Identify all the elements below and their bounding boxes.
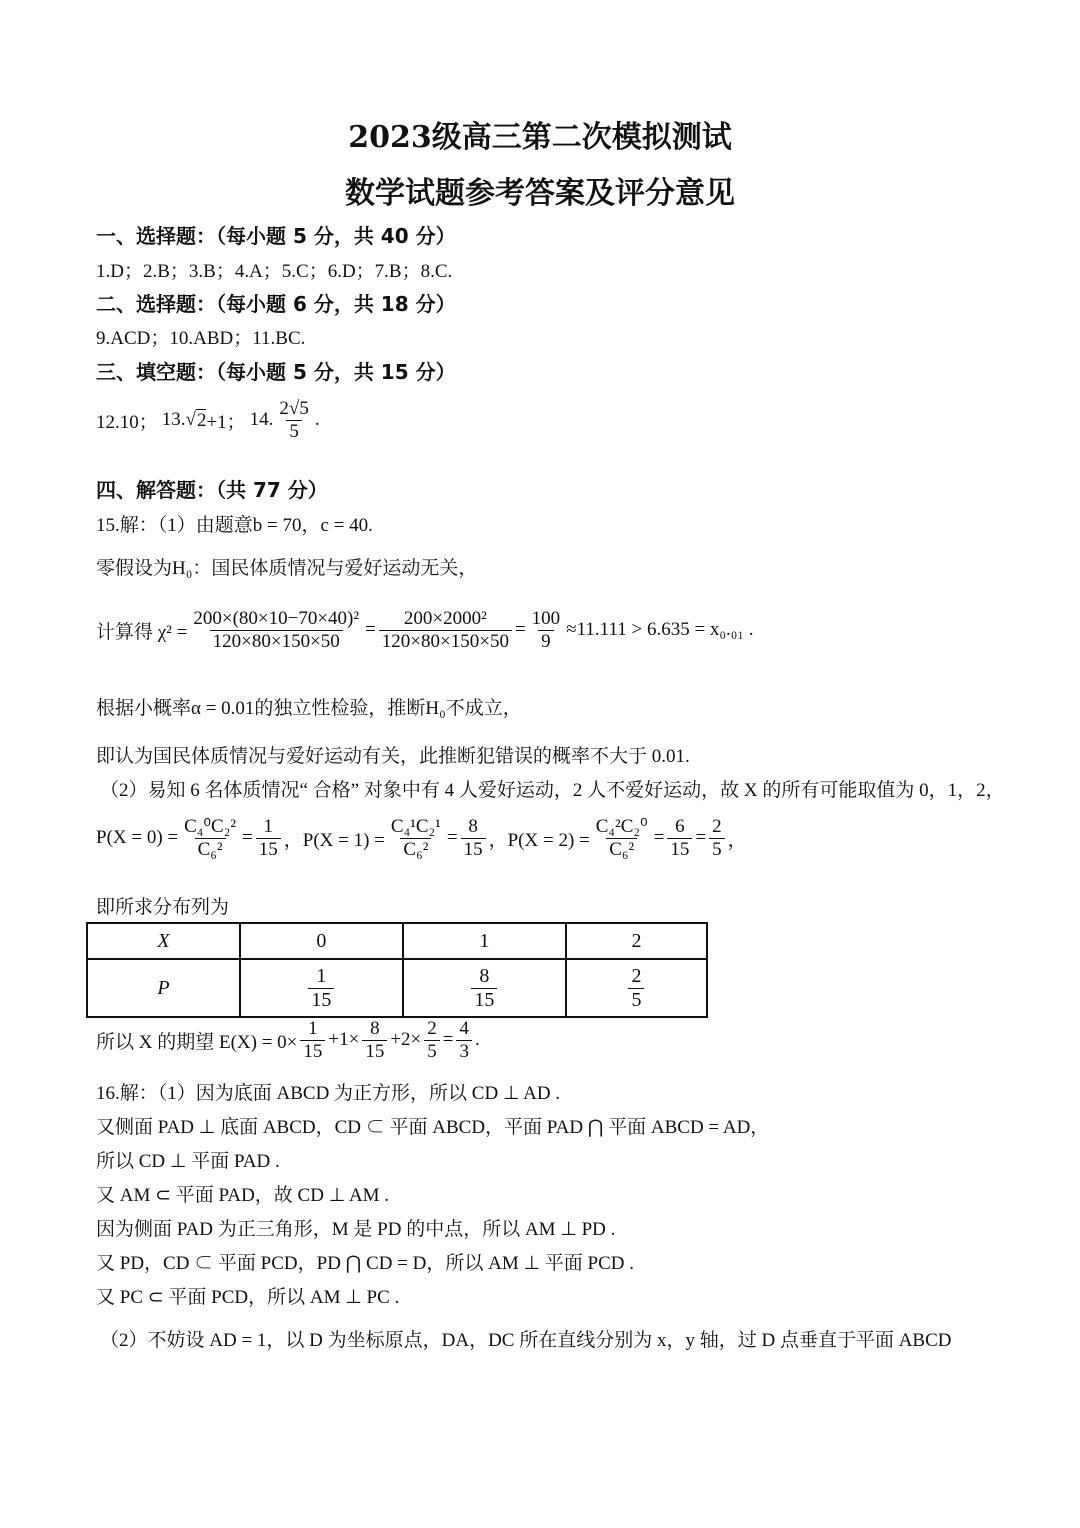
fraction-numerator: 1 [316,964,327,987]
page-title: 2023级高三第二次模拟测试 [348,120,732,155]
period: . [314,409,320,431]
cell-fraction [471,965,497,1012]
fraction-denominator: 5 [628,988,644,1012]
table-cell: 1 [403,923,566,959]
fraction-numerator: 4 [459,1018,469,1039]
q15-null-hypothesis: 零假设为H₀：国民体质情况与爱好运动无关， [96,558,478,579]
fraction-numerator: 2√5 [279,398,309,419]
q16-line-5: 因为侧面 PAD 为正三角形，M 是 PD 的中点，所以 AM ⊥ PD . [96,1219,616,1240]
page-subtitle: 数学试题参考答案及评分意见 [345,176,735,211]
table-cell [403,959,566,1017]
answer-13-prefix: 13. [161,409,186,431]
q16-part2: （2）不妨设 AD = 1，以 D 为坐标原点，DA，DC 所在直线分别为 x，y 轴，过 D 点垂直于平面 ABCD [100,1330,952,1351]
section1-heading: 一、选择题：（每小题 5 分，共 40 分） [96,224,456,248]
fraction-denominator: C₆² [606,838,637,861]
exp-fraction [424,1018,440,1063]
answer-12: 12.10； [96,411,158,433]
exp-fraction [362,1018,387,1063]
q15-conclusion-1: 根据小概率α = 0.01的独立性检验，推断H₀不成立， [96,698,522,719]
fraction-numerator: 100 [531,608,561,629]
section1-answers: 1.D；2.B；3.B；4.A；5.C；6.D；7.B；8.C. [96,261,453,282]
table-cell: 2 [566,923,707,959]
equals-sign: = [653,827,665,849]
fraction-denominator: 5 [286,420,302,443]
fraction-denominator: 9 [538,630,554,653]
fraction-denominator: 15 [300,1040,325,1063]
p1-value-fraction [461,816,486,861]
section3-heading: 三、填空题：（每小题 5 分，共 15 分） [96,360,456,384]
q15-probabilities [96,816,747,861]
q16-line-7: 又 PC ⊂ 平面 PCD，所以 AM ⊥ PC . [96,1287,400,1308]
answer-14-prefix: 14. [249,409,274,431]
fraction-numerator: 2 [712,816,722,837]
fraction-denominator: 120×80×150×50 [210,630,343,653]
q16-line-2: 又侧面 PAD ⊥ 底面 ABCD，CD ⊂ 平面 ABCD，平面 PAD ⋂ 平面 ABCD = AD， [96,1117,770,1138]
fraction-numerator: 1 [263,816,274,837]
q15-part1: 15.解：（1）由题意b = 70，c = 40. [96,515,373,536]
q15-distribution-intro: 即所求分布列为 [96,897,230,918]
q16-line-4: 又 AM ⊂ 平面 PAD，故 CD ⊥ AM . [96,1185,390,1206]
p2-lhs: ，P(X = 2) = [488,829,590,851]
exp-result-fraction [456,1018,472,1063]
p0-comb-fraction [181,816,239,861]
fraction-denominator: C₆² [400,838,431,861]
fraction-numerator: C₄⁰C₂² [184,816,237,837]
equals-sign: = [514,619,526,641]
fraction-numerator: 8 [479,964,490,987]
period: . [474,1029,480,1051]
equals-sign: = [242,827,253,849]
fraction-denominator: 15 [461,838,486,861]
exp-fraction [300,1018,325,1063]
equals-sign: = [365,619,376,641]
section3-answers [96,398,320,443]
fraction-numerator: 2 [427,1018,437,1039]
table-cell: 0 [240,923,403,959]
q15-conclusion-2: 即认为国民体质情况与爱好运动有关，此推断犯错误的概率不大于 0.01. [96,746,690,767]
fraction-denominator: 15 [471,988,497,1012]
p0-lhs: P(X = 0) = [96,827,179,849]
equals-sign: = [695,827,707,849]
equals-sign: = [446,827,458,849]
fraction-numerator: C₄¹C₂¹ [390,816,441,837]
fraction-numerator: 200×2000² [403,608,487,629]
p2-simplified-fraction [709,816,725,861]
fraction-denominator: 5 [424,1040,440,1063]
table-cell [566,959,707,1017]
fraction-numerator: 200×(80×10−70×40)² [193,608,360,629]
q16-line-1: 16.解：（1）因为底面 ABCD 为正方形，所以 CD ⊥ AD . [96,1083,561,1104]
fraction-numerator: 2 [631,964,642,987]
cell-fraction [628,965,644,1012]
p1-lhs: ，P(X = 1) = [283,829,385,851]
formula-fraction-3 [529,608,564,653]
sqrt-icon: √ [185,409,196,431]
fraction-denominator: 15 [362,1040,387,1063]
table-cell [240,959,403,1017]
expectation-term: +2× [390,1029,422,1051]
q15-expectation [96,1018,480,1063]
section2-answers: 9.ACD；10.ABD；11.BC. [96,328,306,349]
p2-value-fraction [667,816,692,861]
fraction-denominator: 15 [256,838,281,861]
fraction-numerator: 8 [468,816,478,837]
expectation-prefix: 所以 X 的期望 E(X) = 0× [96,1031,298,1053]
section2-heading: 二、选择题：（每小题 6 分，共 18 分） [96,292,456,316]
section4-heading: 四、解答题：（共 77 分） [96,478,328,502]
table-row [87,959,707,1017]
formula-fraction-1 [190,608,362,653]
q16-line-3: 所以 CD ⊥ 平面 PAD . [96,1151,280,1172]
answer-13-suffix: +1； [206,411,246,433]
q15-chi-square-formula [96,608,754,653]
p2-comb-fraction [593,816,651,861]
answer-14-fraction [276,398,311,443]
cell-fraction [308,965,334,1012]
fraction-numerator: 8 [370,1018,380,1039]
fraction-denominator: 15 [308,988,334,1012]
formula-fraction-2 [379,608,512,653]
p0-value-fraction [256,816,281,861]
equals-sign: = [442,1029,454,1051]
q16-line-6: 又 PD，CD ⊂ 平面 PCD，PD ⋂ CD = D，所以 AM ⊥ 平面 PCD . [96,1253,634,1274]
fraction-numerator: 1 [308,1018,318,1039]
expectation-term: +1× [328,1029,360,1051]
comma: ， [727,829,747,851]
fraction-numerator: 6 [675,816,685,837]
fraction-denominator: 3 [456,1040,472,1063]
formula-tail: ≈11.111 > 6.635 = x₀.₀₁ . [566,619,754,641]
fraction-denominator: 5 [709,838,725,861]
formula-prefix: 计算得 χ² = [96,621,188,643]
table-cell: X [87,923,240,959]
table-header-row [87,923,707,959]
distribution-table [86,922,708,1018]
fraction-denominator: C₆² [195,838,226,861]
fraction-numerator: C₄²C₂⁰ [595,816,648,837]
table-cell: P [87,959,240,1017]
fraction-denominator: 120×80×150×50 [379,630,512,653]
p1-comb-fraction [388,816,444,861]
q15-part2: （2）易知 6 名体质情况“ 合格” 对象中有 4 人爱好运动，2 人不爱好运动，故 X 的所有可能取值为 0，1，2， [100,780,1005,801]
fraction-denominator: 15 [667,838,692,861]
answer-13-radicand: 2 [196,409,207,431]
